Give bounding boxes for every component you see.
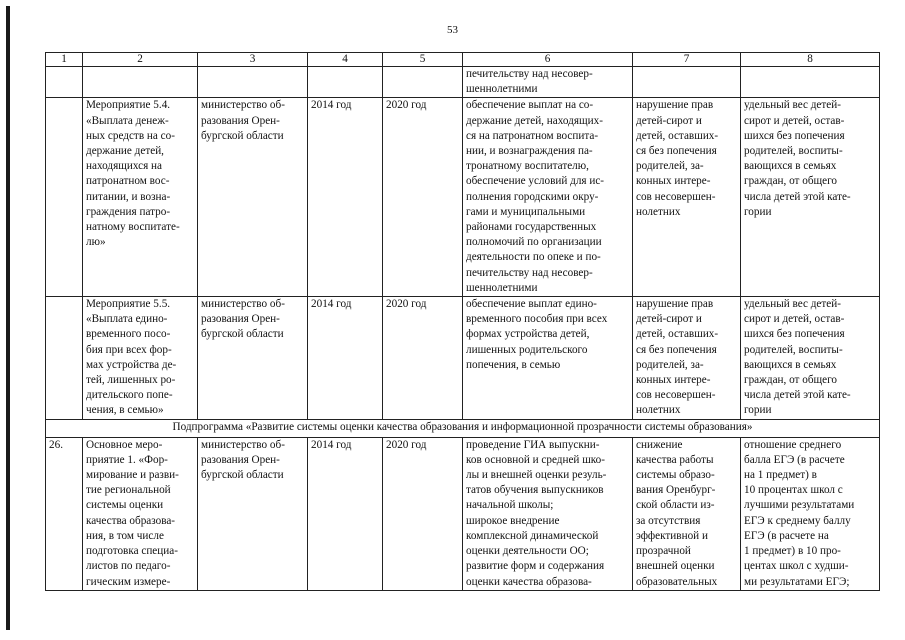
- row-number-cell: 26.: [46, 437, 83, 590]
- consequence-cell: [633, 67, 741, 98]
- consequence-cell: нарушение прав детей-сирот и детей, оставших- ся без попечения родителей, за- конных интере- сов несовершен- нолетних: [633, 98, 741, 297]
- activity-cell: [83, 67, 198, 98]
- indicator-cell: удельный вес детей- сирот и детей, остав- шихся без попечения родителей, воспиты- вающихся в семьях граждан, от общего числа детей этой кате- гории: [741, 297, 880, 420]
- executor-cell: [198, 67, 308, 98]
- row-number-cell: [46, 297, 83, 420]
- start-year-cell: 2014 год: [308, 98, 383, 297]
- indicator-cell: [741, 67, 880, 98]
- expected-result-cell: печительству над несовер- шеннолетними: [463, 67, 633, 98]
- activity-cell: Мероприятие 5.4. «Выплата денеж- ных средств на со- держание детей, находящихся на патронатном вос- питании, и возна- граждения патро- натному воспитате- лю»: [83, 98, 198, 297]
- indicator-cell: отношение среднего балла ЕГЭ (в расчете на 1 предмет) в 10 процентах школ с лучшими результатами ЕГЭ к среднему баллу ЕГЭ (в расчете на 1 предмет) в 10 про- центах школ с худши- ми результатами ЕГЭ;: [741, 437, 880, 590]
- header-cell-1: 1: [46, 53, 83, 67]
- table-row: [46, 98, 880, 297]
- activity-cell: Мероприятие 5.5. «Выплата едино- временного посо- бия при всех фор- мах устройства де- тей, лишенных ро- дительского попе- чения, в семью»: [83, 297, 198, 420]
- start-year-cell: 2014 год: [308, 437, 383, 590]
- executor-cell: министерство об- разования Орен- бургской области: [198, 297, 308, 420]
- end-year-cell: 2020 год: [383, 297, 463, 420]
- consequence-cell: нарушение прав детей-сирот и детей, оставших- ся без попечения родителей, за- конных интере- сов несовершен- нолетних: [633, 297, 741, 420]
- row-number-cell: [46, 98, 83, 297]
- table-header-row: [46, 53, 880, 67]
- end-year-cell: 2020 год: [383, 98, 463, 297]
- executor-cell: министерство об- разования Орен- бургской области: [198, 98, 308, 297]
- start-year-cell: 2014 год: [308, 297, 383, 420]
- page-number: 53: [447, 24, 458, 36]
- expected-result-cell: обеспечение выплат едино- временного пособия при всех формах устройства детей, лишенных родительского попечения, в семью: [463, 297, 633, 420]
- expected-result-cell: обеспечение выплат на со- держание детей, находящих- ся на патронатном воспита- нии, и вознаграждения па- тронатному воспитателю, обеспечение условий для ис- полнения городскими окру- гами и муниципальными районами государственных полномочий по организации деятельности по опеке и по- печительству над несовер- шеннолетними: [463, 98, 633, 297]
- expected-result-cell: проведение ГИА выпускни- ков основной и средней шко- лы и внешней оценки резуль- татов обучения выпускников начальной школы; широкое внедрение комплексной динамической оценки деятельности ОО; развитие форм и содержания оценки качества образова-: [463, 437, 633, 590]
- page-edge-bar: [6, 6, 10, 630]
- header-cell-4: 4: [308, 53, 383, 67]
- header-cell-8: 8: [741, 53, 880, 67]
- activities-table: [45, 52, 880, 591]
- start-year-cell: [308, 67, 383, 98]
- header-cell-2: 2: [83, 53, 198, 67]
- table-row: [46, 67, 880, 98]
- header-cell-3: 3: [198, 53, 308, 67]
- subprogram-row: [46, 419, 880, 437]
- end-year-cell: 2020 год: [383, 437, 463, 590]
- executor-cell: министерство об- разования Орен- бургской области: [198, 437, 308, 590]
- header-cell-5: 5: [383, 53, 463, 67]
- consequence-cell: снижение качества работы системы образо- вания Оренбург- ской области из- за отсутствия эффективной и прозрачной внешней оценки образовательных: [633, 437, 741, 590]
- end-year-cell: [383, 67, 463, 98]
- header-cell-6: 6: [463, 53, 633, 67]
- indicator-cell: удельный вес детей- сирот и детей, остав- шихся без попечения родителей, воспиты- вающихся в семьях граждан, от общего числа детей этой кате- гории: [741, 98, 880, 297]
- row-number-cell: [46, 67, 83, 98]
- table-row: [46, 437, 880, 590]
- table-row: [46, 297, 880, 420]
- activity-cell: Основное меро- приятие 1. «Фор- мирование и разви- тие региональной системы оценки качества образова- ния, в том числе подготовка специа- листов по педаго- гическим измере-: [83, 437, 198, 590]
- subprogram-title: Подпрограмма «Развитие системы оценки качества образования и информационной прозрачности системы образования»: [46, 419, 880, 437]
- header-cell-7: 7: [633, 53, 741, 67]
